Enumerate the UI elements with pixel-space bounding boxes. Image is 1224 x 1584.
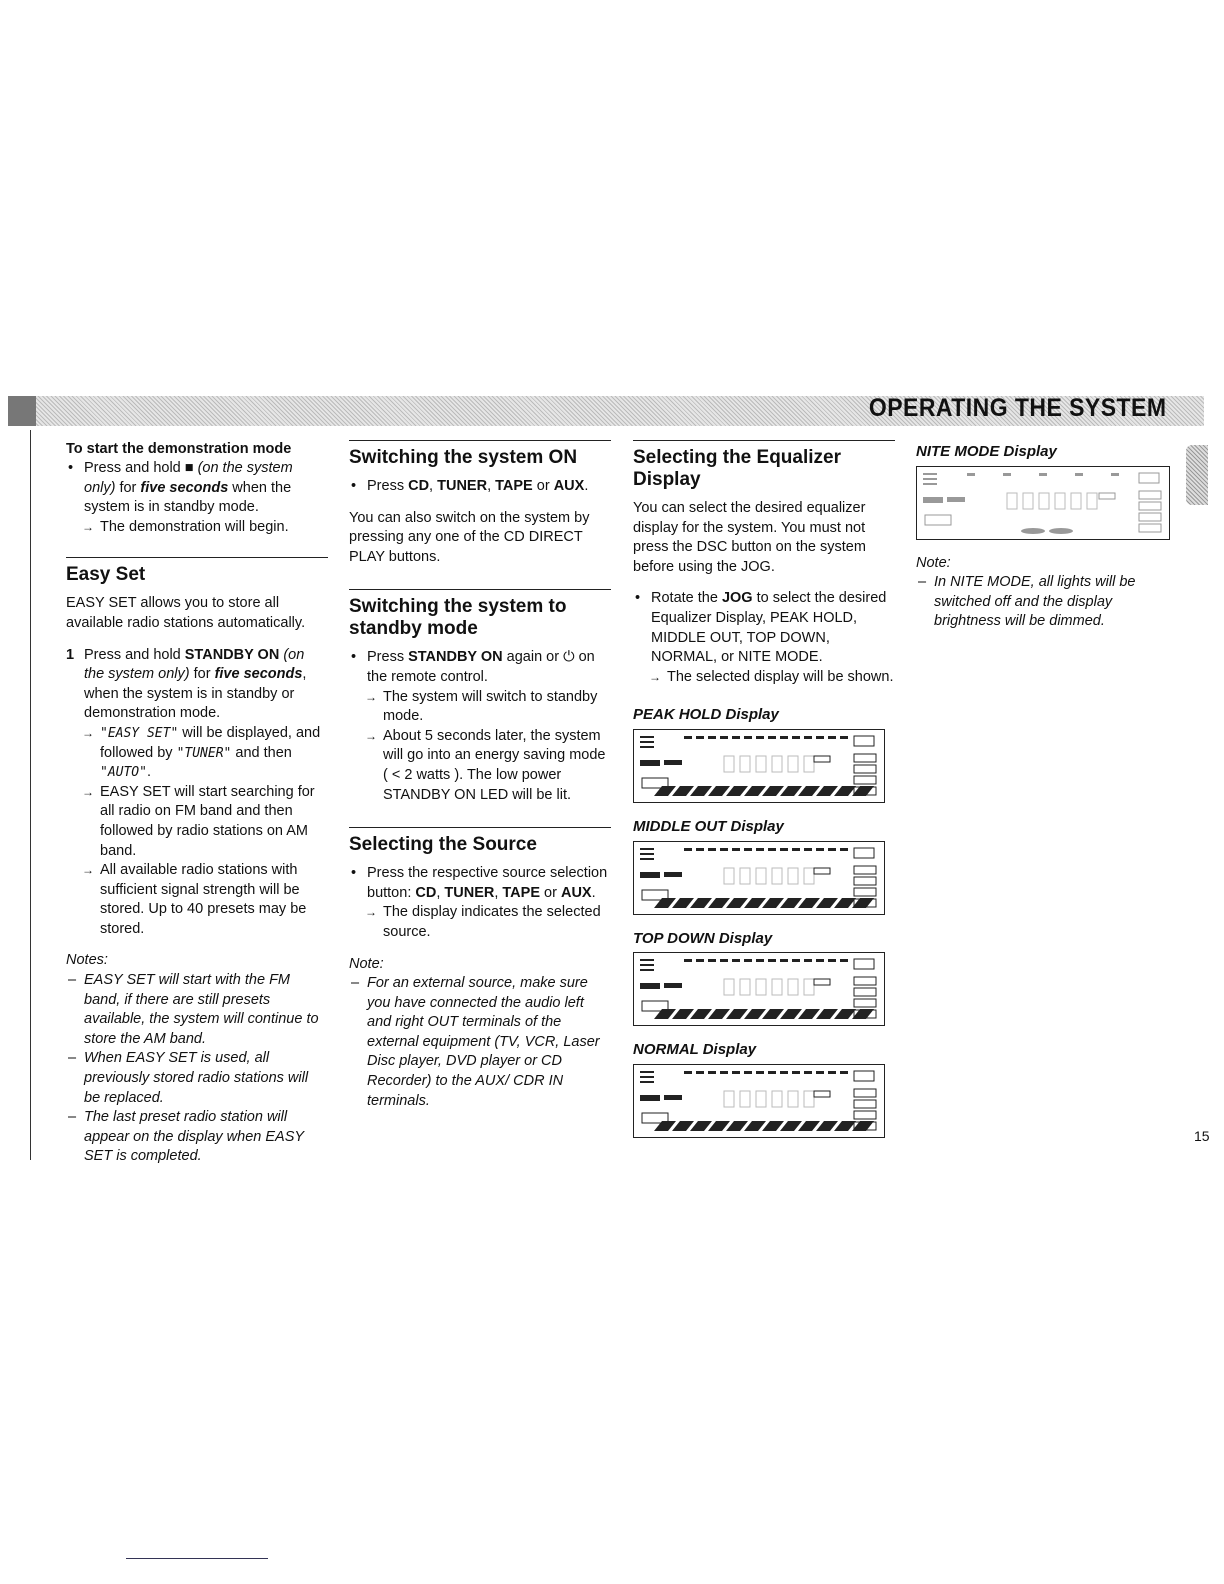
stop-icon: ■: [184, 460, 194, 476]
note-2: – When EASY SET is used, all previously stored radio stations will be replaced.: [66, 1049, 328, 1108]
column-2: [349, 440, 611, 1111]
note-3: – The last preset radio station will appear on the display when EASY SET is completed.: [66, 1108, 328, 1167]
easy-set-heading: Easy Set: [66, 564, 146, 586]
lcd-graphic: [634, 1065, 884, 1137]
nite-mode-label: NITE MODE Display: [916, 443, 1057, 460]
column-4: [916, 442, 1178, 632]
language-tab: [1186, 445, 1208, 505]
margin-line: [30, 430, 31, 1160]
switch-on-heading: Switching the system ON: [349, 447, 578, 468]
notes-label: Notes:: [66, 952, 108, 969]
lcd-graphic: [634, 730, 884, 802]
banner-tab: [8, 396, 36, 426]
nite-note-1: – In NITE MODE, all lights will be switched off and the display brightness will be dimmed.: [916, 573, 1178, 632]
demo-heading: To start the demonstration mode: [66, 441, 292, 457]
footer-line: [126, 1558, 268, 1559]
nite-mode-display-image: [916, 466, 1170, 540]
lcd-graphic: [917, 467, 1169, 539]
lcd-graphic: [634, 842, 884, 914]
standby-bullet: • Press STANDBY ON again or ⏻ on the remote control.: [349, 648, 611, 687]
section-banner: [8, 396, 1204, 426]
demo-bullet: • Press and hold ■ (on the system only) for five seconds when the system is in standby mode.: [66, 459, 328, 518]
source-note-label: Note:: [349, 955, 384, 972]
column-1: [66, 440, 328, 1167]
equalizer-heading: Selecting the Equalizer Display: [633, 447, 841, 490]
source-note-1: – For an external source, make sure you have connected the audio left and right OUT terminals of the external equipment (TV, VCR, Laser Disc player, DVD player or CD Recorder) to the AUX/ CDR IN terminals.: [349, 974, 611, 1111]
normal-display-image: [633, 1064, 885, 1138]
source-result: → The display indicates the selected source.: [349, 903, 611, 942]
step-1-result-2: → EASY SET will start searching for all radio on FM band and then followed by radio stations on AM band.: [66, 783, 328, 861]
page-number: 15: [1194, 1128, 1210, 1144]
source-heading: Selecting the Source: [349, 834, 537, 856]
standby-heading: Switching the system to standby mode: [349, 596, 567, 640]
equalizer-bullet: • Rotate the JOG to select the desired Equalizer Display, PEAK HOLD, MIDDLE OUT, TOP DOWN, NORMAL, or NITE MODE.: [633, 589, 895, 667]
switch-on-text: You can also switch on the system by pressing any one of the CD DIRECT PLAY buttons.: [349, 509, 590, 565]
note-1: – EASY SET will start with the FM band, if there are still presets available, the system will continue to store the AM band.: [66, 971, 328, 1049]
standby-result-2: → About 5 seconds later, the system will go into an energy saving mode ( < 2 watts ). The low power STANDBY ON LED will be lit.: [349, 727, 611, 805]
column-3: [633, 440, 895, 1152]
switch-on-bullet: • Press CD, TUNER, TAPE or AUX.: [349, 477, 611, 497]
peak-hold-label: PEAK HOLD Display: [633, 706, 779, 724]
easy-set-intro: EASY SET allows you to store all available radio stations automatically.: [66, 595, 306, 631]
step-1-result-3: → All available radio stations with sufficient signal strength will be stored. Up to 40 presets may be stored.: [66, 861, 328, 939]
middle-out-label: MIDDLE OUT Display: [633, 817, 784, 835]
top-down-display-image: [633, 952, 885, 1026]
normal-label: NORMAL Display: [633, 1041, 757, 1059]
step-1-result-1: → "EASY SET" will be displayed, and followed by "TUNER" and then "AUTO".: [66, 724, 328, 783]
lcd-graphic: [634, 953, 884, 1025]
demo-result: → The demonstration will begin.: [66, 518, 328, 538]
top-down-label: TOP DOWN Display: [633, 929, 773, 947]
standby-result-1: → The system will switch to standby mode.: [349, 688, 611, 727]
nite-note-label: Note:: [916, 554, 951, 571]
source-bullet: • Press the respective source selection button: CD, TUNER, TAPE or AUX.: [349, 864, 611, 903]
middle-out-display-image: [633, 841, 885, 915]
section-title: OPERATING THE SYSTEM: [868, 394, 1166, 422]
peak-hold-display-image: [633, 729, 885, 803]
equalizer-result: → The selected display will be shown.: [633, 668, 895, 688]
equalizer-intro: You can select the desired equalizer display for the system. You must not press the DSC button on the system before using the JOG.: [633, 500, 866, 575]
step-1: 1 Press and hold STANDBY ON (on the system only) for five seconds, when the system is in standby or demonstration mode.: [66, 646, 307, 722]
power-icon: ⏻: [563, 649, 575, 666]
